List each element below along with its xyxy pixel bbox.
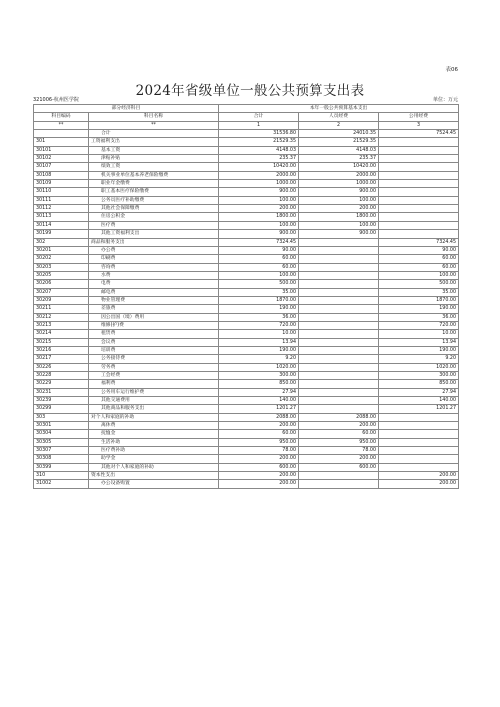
table-row bbox=[34, 338, 459, 346]
cell-name: 商品和服务支出 bbox=[89, 238, 219, 246]
cell-total: 7324.45 bbox=[219, 238, 299, 246]
cell-public: 60.00 bbox=[379, 255, 459, 263]
cell-personnel bbox=[299, 255, 379, 263]
cell-name: 工资福利支出 bbox=[89, 138, 219, 146]
table-row bbox=[34, 246, 459, 254]
cell-code: 30215 bbox=[34, 338, 89, 346]
header-total: 合计 bbox=[219, 113, 299, 121]
cell-name: 医疗费 bbox=[89, 221, 219, 229]
table-row bbox=[34, 271, 459, 279]
table-row bbox=[34, 263, 459, 271]
cell-total: 140.00 bbox=[219, 397, 299, 405]
cell-public bbox=[379, 155, 459, 163]
header-group-right: 本年一般公共预算基本支出 bbox=[219, 105, 459, 113]
cell-public: 190.00 bbox=[379, 346, 459, 354]
header-row bbox=[34, 113, 459, 121]
cell-total: 4148.03 bbox=[219, 146, 299, 154]
cell-name: 租赁费 bbox=[89, 330, 219, 338]
cell-public bbox=[379, 188, 459, 196]
cell-name: 生活补助 bbox=[89, 438, 219, 446]
cell-total: 300.00 bbox=[219, 372, 299, 380]
cell-personnel: 60.00 bbox=[299, 430, 379, 438]
cell-name: 医疗费补助 bbox=[89, 447, 219, 455]
cell-public: 720.00 bbox=[379, 321, 459, 329]
cell-name: 办公设备购置 bbox=[89, 480, 219, 488]
cell-public: 7524.45 bbox=[379, 130, 459, 138]
cell-code: 30113 bbox=[34, 213, 89, 221]
cell-code: 30301 bbox=[34, 422, 89, 430]
table-row bbox=[34, 255, 459, 263]
cell-public bbox=[379, 146, 459, 154]
cell-personnel bbox=[299, 388, 379, 396]
cell-personnel: 2000.00 bbox=[299, 171, 379, 179]
table-row bbox=[34, 230, 459, 238]
cell-public: 35.00 bbox=[379, 288, 459, 296]
cell-total: 60.00 bbox=[219, 255, 299, 263]
cell-public bbox=[379, 438, 459, 446]
cell-total: 2000.00 bbox=[219, 171, 299, 179]
cell-public: 7324.45 bbox=[379, 238, 459, 246]
cell-personnel bbox=[299, 397, 379, 405]
cell-personnel bbox=[299, 330, 379, 338]
cell-total: 36.00 bbox=[219, 313, 299, 321]
cell-total: 200.00 bbox=[219, 455, 299, 463]
cell-name: 办公费 bbox=[89, 246, 219, 254]
cell-total: 190.00 bbox=[219, 305, 299, 313]
cell-code: 30111 bbox=[34, 196, 89, 204]
cell-name: 绩效工资 bbox=[89, 163, 219, 171]
cell-code: 302 bbox=[34, 238, 89, 246]
cell-public: 500.00 bbox=[379, 280, 459, 288]
table-row bbox=[34, 355, 459, 363]
cell-code: 30206 bbox=[34, 280, 89, 288]
cell-public: 27.94 bbox=[379, 388, 459, 396]
budget-table bbox=[33, 104, 459, 489]
cell-name: 咨询费 bbox=[89, 263, 219, 271]
cell-code: 30308 bbox=[34, 455, 89, 463]
table-row bbox=[34, 372, 459, 380]
cell-public bbox=[379, 430, 459, 438]
cell-name: 对个人和家庭的补助 bbox=[89, 413, 219, 421]
cell-total: 200.00 bbox=[219, 472, 299, 480]
table-row bbox=[34, 388, 459, 396]
cell-code bbox=[34, 130, 89, 138]
cell-name: 水费 bbox=[89, 271, 219, 279]
cell-name: 因公出国（境）费用 bbox=[89, 313, 219, 321]
cell-code: 30228 bbox=[34, 372, 89, 380]
cell-personnel: 200.00 bbox=[299, 205, 379, 213]
cell-total: 1800.00 bbox=[219, 213, 299, 221]
cell-total: 850.00 bbox=[219, 380, 299, 388]
cell-total: 200.00 bbox=[219, 422, 299, 430]
cell-code: 30299 bbox=[34, 405, 89, 413]
cell-total: 100.00 bbox=[219, 271, 299, 279]
cell-personnel bbox=[299, 305, 379, 313]
table-row bbox=[34, 280, 459, 288]
table-row bbox=[34, 472, 459, 480]
cell-name: 其他对个人和家庭的补助 bbox=[89, 463, 219, 471]
cell-name: 福利费 bbox=[89, 380, 219, 388]
cell-name: 抚恤金 bbox=[89, 430, 219, 438]
header-public: 公用经费 bbox=[379, 113, 459, 121]
cell-total: 21529.35 bbox=[219, 138, 299, 146]
table-row bbox=[34, 205, 459, 213]
cell-public: 60.00 bbox=[379, 263, 459, 271]
cell-code: 30213 bbox=[34, 321, 89, 329]
cell-personnel bbox=[299, 288, 379, 296]
cell-total: 10420.00 bbox=[219, 163, 299, 171]
table-row bbox=[34, 138, 459, 146]
cell-code: 30231 bbox=[34, 388, 89, 396]
table-row bbox=[34, 380, 459, 388]
table-row bbox=[34, 422, 459, 430]
cell-public: 9.20 bbox=[379, 355, 459, 363]
cell-personnel: 2088.00 bbox=[299, 413, 379, 421]
index-name: ** bbox=[89, 121, 219, 129]
cell-code: 30109 bbox=[34, 180, 89, 188]
cell-public bbox=[379, 163, 459, 171]
cell-code: 30110 bbox=[34, 188, 89, 196]
cell-total: 10.00 bbox=[219, 330, 299, 338]
cell-total: 235.37 bbox=[219, 155, 299, 163]
cell-public: 140.00 bbox=[379, 397, 459, 405]
index-total: 1 bbox=[219, 121, 299, 129]
cell-name: 物业管理费 bbox=[89, 296, 219, 304]
cell-personnel: 4148.03 bbox=[299, 146, 379, 154]
cell-total: 1000.00 bbox=[219, 180, 299, 188]
table-tag: 表06 bbox=[445, 67, 458, 73]
cell-code: 30307 bbox=[34, 447, 89, 455]
cell-personnel bbox=[299, 472, 379, 480]
cell-code: 30207 bbox=[34, 288, 89, 296]
table-row bbox=[34, 180, 459, 188]
cell-total: 27.94 bbox=[219, 388, 299, 396]
cell-name: 其他工资福利支出 bbox=[89, 230, 219, 238]
cell-name: 印刷费 bbox=[89, 255, 219, 263]
table-row bbox=[34, 321, 459, 329]
cell-total: 190.00 bbox=[219, 346, 299, 354]
cell-name: 培训费 bbox=[89, 346, 219, 354]
cell-code: 30212 bbox=[34, 313, 89, 321]
table-row bbox=[34, 438, 459, 446]
header-index-row bbox=[34, 121, 459, 129]
cell-personnel bbox=[299, 321, 379, 329]
table-row bbox=[34, 480, 459, 488]
cell-public bbox=[379, 413, 459, 421]
cell-code: 30211 bbox=[34, 305, 89, 313]
cell-total: 60.00 bbox=[219, 263, 299, 271]
unit-label: 单位：万元 bbox=[432, 97, 458, 103]
cell-public: 1870.00 bbox=[379, 296, 459, 304]
cell-public: 36.00 bbox=[379, 313, 459, 321]
cell-total: 2088.00 bbox=[219, 413, 299, 421]
cell-name: 资本性支出 bbox=[89, 472, 219, 480]
cell-code: 30214 bbox=[34, 330, 89, 338]
cell-code: 30229 bbox=[34, 380, 89, 388]
header-personnel: 人员经费 bbox=[299, 113, 379, 121]
cell-public bbox=[379, 221, 459, 229]
cell-code: 30226 bbox=[34, 363, 89, 371]
table-row bbox=[34, 405, 459, 413]
cell-personnel: 600.00 bbox=[299, 463, 379, 471]
table-row bbox=[34, 430, 459, 438]
table-row bbox=[34, 313, 459, 321]
cell-code: 30199 bbox=[34, 230, 89, 238]
cell-name: 差旅费 bbox=[89, 305, 219, 313]
cell-code: 30216 bbox=[34, 346, 89, 354]
cell-personnel bbox=[299, 363, 379, 371]
cell-total: 900.00 bbox=[219, 230, 299, 238]
cell-name: 职工基本医疗保险缴费 bbox=[89, 188, 219, 196]
unit-code: 321006-杭州医学院 bbox=[33, 97, 79, 103]
cell-personnel bbox=[299, 346, 379, 354]
table-row bbox=[34, 213, 459, 221]
cell-total: 200.00 bbox=[219, 205, 299, 213]
cell-public: 1201.27 bbox=[379, 405, 459, 413]
cell-code: 30217 bbox=[34, 355, 89, 363]
cell-personnel: 100.00 bbox=[299, 196, 379, 204]
cell-code: 30107 bbox=[34, 163, 89, 171]
cell-name: 其他交通费用 bbox=[89, 397, 219, 405]
cell-total: 100.00 bbox=[219, 196, 299, 204]
cell-total: 9.20 bbox=[219, 355, 299, 363]
table-body bbox=[34, 130, 459, 489]
table-row bbox=[34, 413, 459, 421]
table-row bbox=[34, 146, 459, 154]
cell-personnel: 900.00 bbox=[299, 188, 379, 196]
cell-name: 离休费 bbox=[89, 422, 219, 430]
cell-personnel: 100.00 bbox=[299, 221, 379, 229]
cell-name: 公务接待费 bbox=[89, 355, 219, 363]
cell-name: 其他社会保障缴费 bbox=[89, 205, 219, 213]
cell-code: 30101 bbox=[34, 146, 89, 154]
cell-public bbox=[379, 447, 459, 455]
cell-code: 30209 bbox=[34, 296, 89, 304]
table-row bbox=[34, 346, 459, 354]
cell-total: 13.94 bbox=[219, 338, 299, 346]
cell-personnel bbox=[299, 338, 379, 346]
index-personnel: 2 bbox=[299, 121, 379, 129]
cell-personnel bbox=[299, 380, 379, 388]
cell-name: 电费 bbox=[89, 280, 219, 288]
cell-total: 1870.00 bbox=[219, 296, 299, 304]
cell-public bbox=[379, 180, 459, 188]
table-row bbox=[34, 330, 459, 338]
cell-total: 900.00 bbox=[219, 188, 299, 196]
cell-personnel bbox=[299, 405, 379, 413]
table-row bbox=[34, 163, 459, 171]
cell-total: 90.00 bbox=[219, 246, 299, 254]
cell-public bbox=[379, 422, 459, 430]
index-code: ** bbox=[34, 121, 89, 129]
cell-total: 78.00 bbox=[219, 447, 299, 455]
cell-total: 35.00 bbox=[219, 288, 299, 296]
table-row bbox=[34, 238, 459, 246]
cell-name: 职业年金缴费 bbox=[89, 180, 219, 188]
table-row bbox=[34, 155, 459, 163]
cell-code: 30108 bbox=[34, 171, 89, 179]
table-row bbox=[34, 221, 459, 229]
header-name: 科目名称 bbox=[89, 113, 219, 121]
cell-name: 助学金 bbox=[89, 455, 219, 463]
cell-code: 310 bbox=[34, 472, 89, 480]
index-public: 3 bbox=[379, 121, 459, 129]
cell-code: 303 bbox=[34, 413, 89, 421]
header-group-row bbox=[34, 105, 459, 113]
cell-public bbox=[379, 171, 459, 179]
cell-public bbox=[379, 455, 459, 463]
cell-personnel bbox=[299, 313, 379, 321]
cell-code: 31002 bbox=[34, 480, 89, 488]
cell-total: 31536.80 bbox=[219, 130, 299, 138]
cell-code: 30102 bbox=[34, 155, 89, 163]
cell-code: 30114 bbox=[34, 221, 89, 229]
cell-public: 1020.00 bbox=[379, 363, 459, 371]
cell-public: 10.00 bbox=[379, 330, 459, 338]
cell-public: 300.00 bbox=[379, 372, 459, 380]
cell-personnel bbox=[299, 271, 379, 279]
cell-total: 950.00 bbox=[219, 438, 299, 446]
cell-code: 30239 bbox=[34, 397, 89, 405]
cell-personnel bbox=[299, 296, 379, 304]
cell-name: 劳务费 bbox=[89, 363, 219, 371]
cell-personnel: 78.00 bbox=[299, 447, 379, 455]
cell-total: 720.00 bbox=[219, 321, 299, 329]
cell-personnel bbox=[299, 238, 379, 246]
cell-personnel bbox=[299, 372, 379, 380]
cell-public bbox=[379, 213, 459, 221]
cell-code: 30203 bbox=[34, 263, 89, 271]
cell-personnel: 24010.35 bbox=[299, 130, 379, 138]
cell-public: 100.00 bbox=[379, 271, 459, 279]
cell-public: 850.00 bbox=[379, 380, 459, 388]
table-row bbox=[34, 130, 459, 138]
cell-public bbox=[379, 196, 459, 204]
table-row bbox=[34, 447, 459, 455]
cell-personnel: 21529.35 bbox=[299, 138, 379, 146]
cell-public bbox=[379, 205, 459, 213]
cell-personnel: 200.00 bbox=[299, 455, 379, 463]
cell-total: 1201.27 bbox=[219, 405, 299, 413]
cell-code: 30304 bbox=[34, 430, 89, 438]
header-group-left: 部分经济科目 bbox=[34, 105, 219, 113]
cell-personnel bbox=[299, 263, 379, 271]
cell-public: 200.00 bbox=[379, 472, 459, 480]
table-row bbox=[34, 288, 459, 296]
cell-public: 13.94 bbox=[379, 338, 459, 346]
cell-name: 工会经费 bbox=[89, 372, 219, 380]
cell-personnel: 10420.00 bbox=[299, 163, 379, 171]
table-row bbox=[34, 463, 459, 471]
table-row bbox=[34, 455, 459, 463]
cell-public bbox=[379, 230, 459, 238]
cell-personnel: 235.37 bbox=[299, 155, 379, 163]
cell-name: 邮电费 bbox=[89, 288, 219, 296]
cell-personnel: 1800.00 bbox=[299, 213, 379, 221]
cell-total: 100.00 bbox=[219, 221, 299, 229]
header-code: 科目编码 bbox=[34, 113, 89, 121]
table-row bbox=[34, 363, 459, 371]
cell-name: 其他商品和服务支出 bbox=[89, 405, 219, 413]
cell-personnel bbox=[299, 480, 379, 488]
cell-public bbox=[379, 138, 459, 146]
cell-code: 30399 bbox=[34, 463, 89, 471]
cell-total: 1020.00 bbox=[219, 363, 299, 371]
cell-personnel: 900.00 bbox=[299, 230, 379, 238]
cell-public: 90.00 bbox=[379, 246, 459, 254]
cell-public bbox=[379, 463, 459, 471]
cell-public: 190.00 bbox=[379, 305, 459, 313]
cell-code: 30305 bbox=[34, 438, 89, 446]
cell-personnel: 200.00 bbox=[299, 422, 379, 430]
cell-code: 30112 bbox=[34, 205, 89, 213]
cell-personnel bbox=[299, 355, 379, 363]
table-row bbox=[34, 196, 459, 204]
cell-name: 津贴补贴 bbox=[89, 155, 219, 163]
table-row bbox=[34, 296, 459, 304]
cell-personnel: 1000.00 bbox=[299, 180, 379, 188]
cell-name: 住房公积金 bbox=[89, 213, 219, 221]
cell-total: 60.00 bbox=[219, 430, 299, 438]
cell-personnel bbox=[299, 280, 379, 288]
table-row bbox=[34, 171, 459, 179]
cell-name: 公务用车运行维护费 bbox=[89, 388, 219, 396]
cell-personnel bbox=[299, 246, 379, 254]
cell-total: 600.00 bbox=[219, 463, 299, 471]
cell-code: 301 bbox=[34, 138, 89, 146]
cell-name: 机关事业单位基本养老保险缴费 bbox=[89, 171, 219, 179]
table-row bbox=[34, 305, 459, 313]
cell-name: 维修(护)费 bbox=[89, 321, 219, 329]
cell-personnel: 950.00 bbox=[299, 438, 379, 446]
page-title: 2024年省级单位一般公共预算支出表 bbox=[135, 83, 365, 99]
cell-name: 会议费 bbox=[89, 338, 219, 346]
table-row bbox=[34, 397, 459, 405]
cell-total: 500.00 bbox=[219, 280, 299, 288]
cell-public: 200.00 bbox=[379, 480, 459, 488]
cell-code: 30201 bbox=[34, 246, 89, 254]
cell-name: 公务员医疗补助缴费 bbox=[89, 196, 219, 204]
cell-code: 30205 bbox=[34, 271, 89, 279]
table-row bbox=[34, 188, 459, 196]
cell-name: 基本工资 bbox=[89, 146, 219, 154]
cell-name: 合计 bbox=[89, 130, 219, 138]
cell-total: 200.00 bbox=[219, 480, 299, 488]
cell-code: 30202 bbox=[34, 255, 89, 263]
